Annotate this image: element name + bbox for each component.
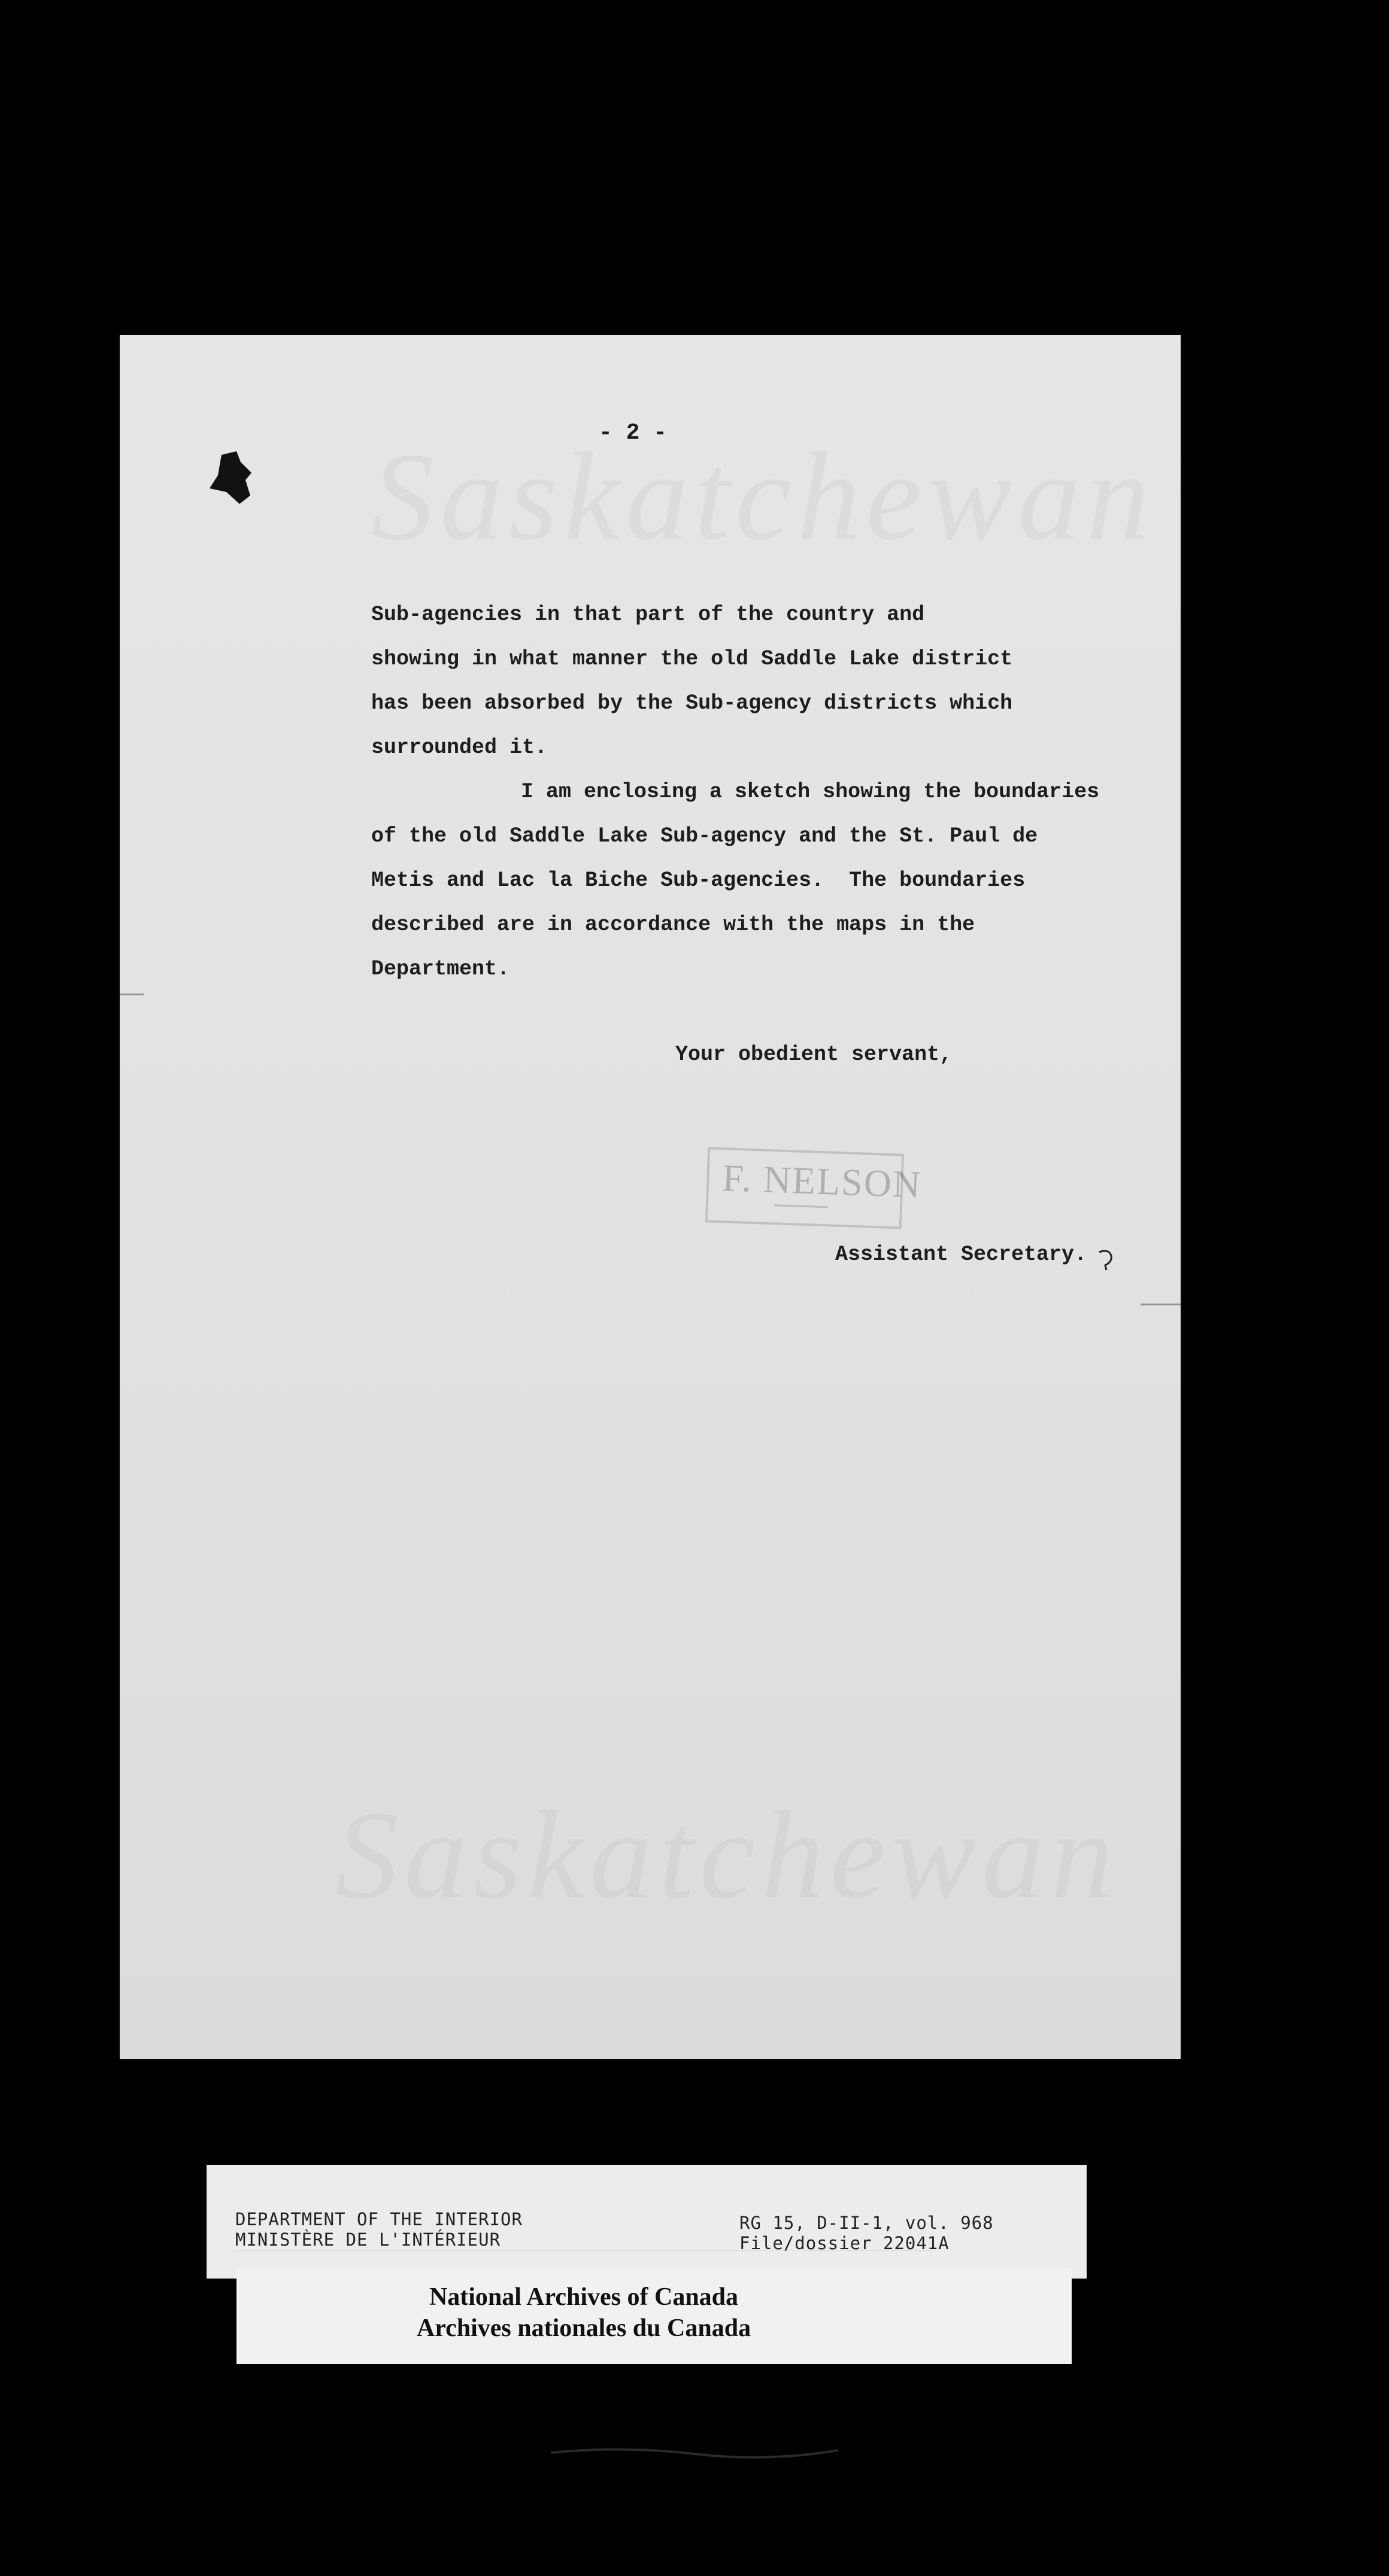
body-line: Department. bbox=[371, 957, 510, 981]
reference-block bbox=[739, 2213, 994, 2253]
signature-title: Assistant Secretary. bbox=[835, 1243, 1087, 1266]
stamp-name: F. NELSON bbox=[721, 1156, 923, 1206]
archives-name-english: National Archives of Canada bbox=[429, 2283, 739, 2311]
archives-name bbox=[236, 2282, 931, 2344]
film-scratch bbox=[551, 2442, 838, 2463]
bleed-through-top bbox=[371, 425, 1156, 569]
department-block bbox=[235, 2209, 523, 2250]
edge-mark bbox=[120, 994, 144, 995]
archives-name-french: Archives nationales du Canada bbox=[416, 2314, 751, 2342]
signature-stamp bbox=[705, 1147, 923, 1229]
body-line: described are in accordance with the maps in the bbox=[371, 913, 975, 937]
archives-name-label bbox=[236, 2268, 1072, 2364]
stamp-rule bbox=[774, 1204, 828, 1208]
file-number: File/dossier 22041A bbox=[739, 2233, 950, 2253]
archive-reference-label bbox=[207, 2165, 1087, 2279]
department-english: DEPARTMENT OF THE INTERIOR bbox=[235, 2209, 523, 2229]
clip-mark-icon bbox=[204, 449, 257, 509]
body-line: I am enclosing a sketch showing the boundaries bbox=[521, 780, 1100, 804]
pen-mark-icon bbox=[1097, 1247, 1121, 1271]
edge-mark bbox=[1141, 1304, 1182, 1305]
bleed-through-bottom bbox=[335, 1784, 1120, 1928]
body-line: Metis and Lac la Biche Sub-agencies. The boundaries bbox=[371, 868, 1026, 892]
body-line: of the old Saddle Lake Sub-agency and the St. Paul de bbox=[371, 824, 1038, 848]
page-number: - 2 - bbox=[599, 420, 668, 446]
body-line: has been absorbed by the Sub-agency districts which bbox=[371, 691, 1013, 715]
label-divider bbox=[235, 2250, 930, 2251]
closing-salutation: Your obedient servant, bbox=[675, 1043, 953, 1067]
body-line: showing in what manner the old Saddle Lake district bbox=[371, 647, 1013, 671]
letter-body bbox=[371, 593, 1161, 991]
body-line: Sub-agencies in that part of the country and bbox=[371, 603, 925, 627]
body-line: surrounded it. bbox=[371, 736, 548, 760]
record-group-reference: RG 15, D-II-1, vol. 968 bbox=[739, 2213, 994, 2233]
department-french: MINISTÈRE DE L'INTÉRIEUR bbox=[235, 2229, 501, 2250]
document-page bbox=[120, 335, 1181, 2059]
